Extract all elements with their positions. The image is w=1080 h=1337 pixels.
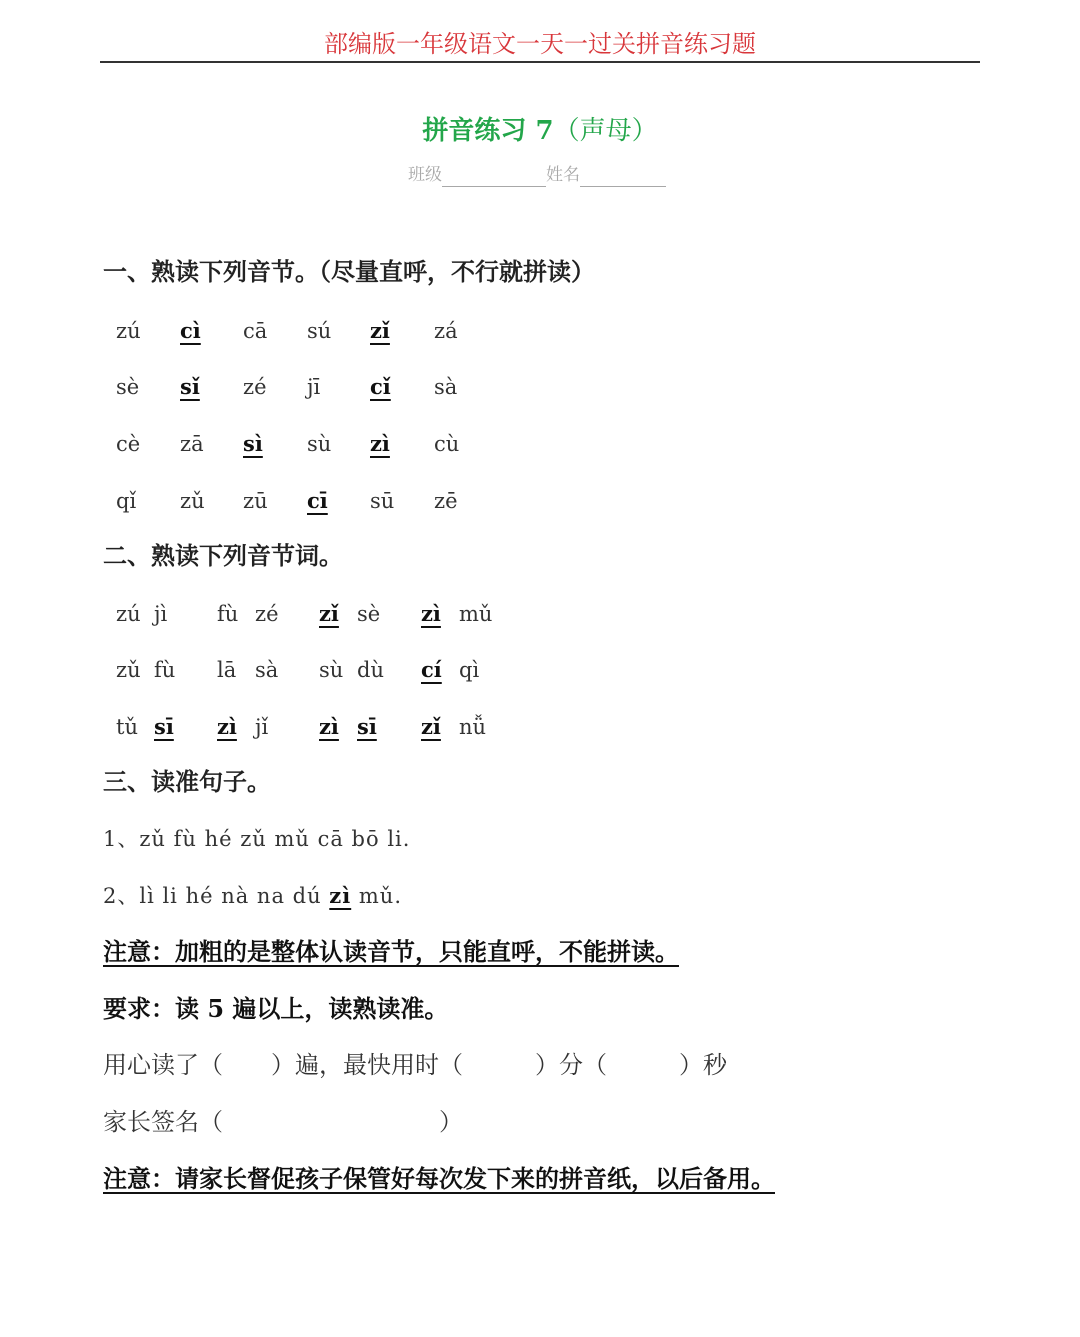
word-syllable: sè [357,602,381,626]
syllable: sǐ [180,374,200,399]
word-syllable: zé [255,602,279,626]
word-syllable: cí [421,657,442,682]
page-title-main: 拼音练习 7 [422,116,554,146]
sentence-1: 1、zǔ fù hé zǔ mǔ cā bō li. [103,827,411,851]
word-syllable: zì [421,601,441,626]
syllable: cǐ [370,374,391,399]
word-syllable: qì [459,658,480,682]
word-syllable: sà [255,658,279,682]
section3-heading: 三、读准句子。 [103,767,271,796]
syllable: cè [116,432,141,456]
word-syllable: fù [217,602,239,626]
word-syllable: zì [319,714,339,739]
syllable: zǔ [180,489,205,513]
section1-heading: 一、熟读下列音节。（尽量直呼，不行就拼读） [103,257,595,286]
syllable: sù [307,432,332,456]
name-label: 姓名 [546,165,580,185]
section2-heading: 二、熟读下列音节词。 [103,541,343,570]
note-keep-papers: 注意：请家长督促孩子保管好每次发下来的拼音纸，以后备用。 [103,1164,775,1193]
word-syllable: jì [154,602,168,626]
word-syllable: nǚ [459,715,487,739]
syllable: cī [307,488,328,513]
word-syllable: sī [154,714,174,739]
note-whole-syllables: 注意：加粗的是整体认读音节，只能直呼，不能拼读。 [103,937,679,966]
header-divider [100,61,980,63]
word-syllable: tǔ [116,715,138,739]
word-syllable: sù [319,658,344,682]
syllable: zá [434,319,458,343]
reading-record: 用心读了（ ）遍，最快用时（ ）分（ ）秒 [103,1051,727,1079]
sentence-2-bold-syllable: zì [329,883,352,908]
name-blank[interactable] [580,166,666,187]
syllable: zé [243,375,267,399]
word-syllable: jǐ [255,715,269,739]
class-name-fields [408,163,666,187]
sentence-2 [103,882,402,910]
page-title-sub: （声母） [553,116,658,146]
requirement-text: 要求：读 5 遍以上，读熟读准。 [103,994,449,1023]
word-syllable: zǐ [421,714,441,739]
word-syllable: dù [357,658,384,682]
parent-signature: 家长签名（ ） [103,1108,463,1136]
word-syllable: zǐ [319,601,339,626]
syllable: zì [370,431,390,456]
syllable: jī [307,375,321,399]
word-syllable: lā [217,658,237,682]
sentence-2-end: mǔ. [351,884,402,908]
word-syllable: zǔ [116,658,141,682]
word-syllable: zú [116,602,141,626]
page-title [0,113,1080,149]
syllable: cì [180,318,201,343]
syllable: qǐ [116,489,137,513]
syllable: cù [434,432,460,456]
syllable: cā [243,319,268,343]
word-syllable: zì [217,714,237,739]
word-syllable: fù [154,658,176,682]
word-syllable: mǔ [459,602,493,626]
syllable: sè [116,375,140,399]
class-label: 班级 [408,165,442,185]
syllable: sú [307,319,332,343]
word-syllable: sī [357,714,377,739]
syllable: sū [370,489,395,513]
class-blank[interactable] [442,166,546,187]
syllable: zǐ [370,318,390,343]
header-title: 部编版一年级语文一天一过关拼音练习题 [324,30,756,58]
syllable: zā [180,432,204,456]
syllable: zē [434,489,458,513]
syllable: sà [434,375,458,399]
syllable: sì [243,431,263,456]
syllable: zū [243,489,268,513]
syllable: zú [116,319,141,343]
sentence-2-start: 2、lì li hé nà na dú [103,884,330,908]
